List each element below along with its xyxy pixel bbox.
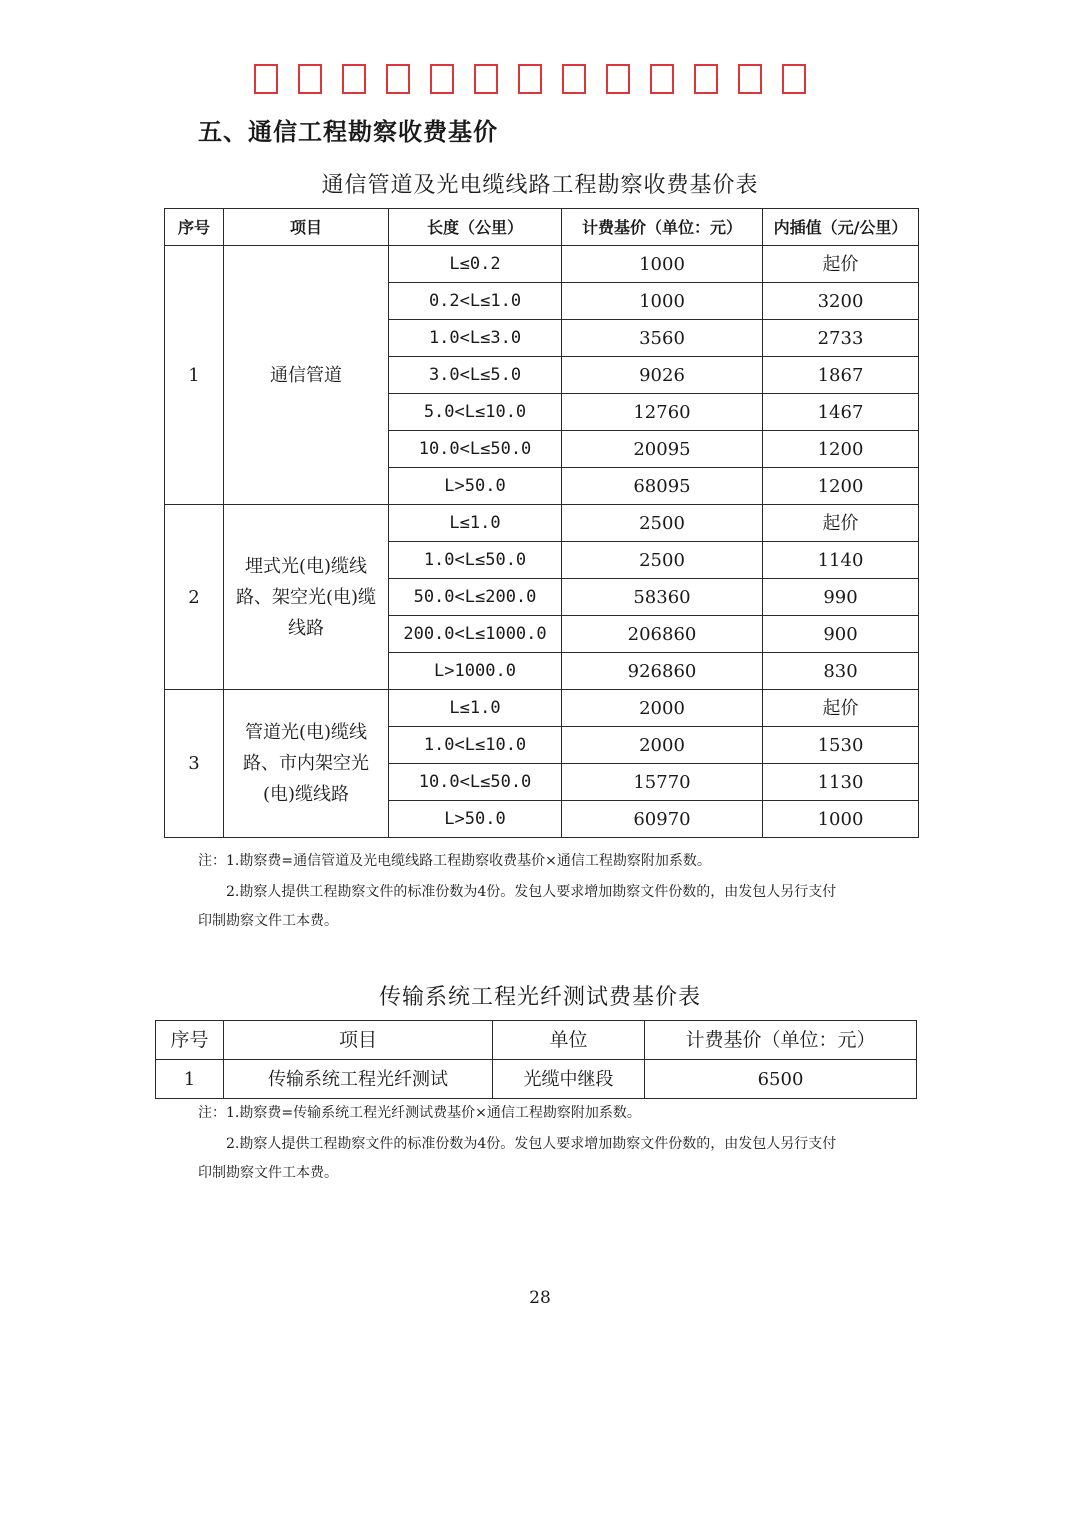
interpolation-cell: 起价 (763, 505, 919, 542)
header-cell: 项目 (224, 209, 389, 246)
header-cell: 计费基价（单位：元） (562, 209, 763, 246)
header-cell: 长度（公里） (389, 209, 562, 246)
item-cell: 传输系统工程光纤测试 (224, 1060, 493, 1099)
section-heading: 五、通信工程勘察收费基价 (198, 118, 498, 146)
table2-title: 传输系统工程光纤测试费基价表 (378, 985, 701, 1010)
table2-note-2: 2.勘察人提供工程勘察文件的标准份数为4份。发包人要求增加勘察文件份数的，由发包人另行支付 (226, 1136, 837, 1152)
interpolation-cell: 1000 (763, 801, 919, 838)
interpolation-cell: 1467 (763, 394, 919, 431)
row-number: 1 (156, 1060, 224, 1099)
red-box (518, 64, 542, 94)
interpolation-cell: 3200 (763, 283, 919, 320)
red-box (694, 64, 718, 94)
item-cell: 管道光(电)缆线路、市内架空光(电)缆线路 (224, 690, 389, 838)
interpolation-cell: 1530 (763, 727, 919, 764)
base-price-cell: 58360 (562, 579, 763, 616)
length-cell: 10.0<L≤50.0 (389, 431, 562, 468)
fiber-test-fee-table (155, 1020, 917, 1099)
header-cell: 内插值（元/公里） (763, 209, 919, 246)
row-number: 3 (165, 690, 224, 838)
red-box (386, 64, 410, 94)
table1-note-1: 注：1.勘察费=通信管道及光电缆线路工程勘察收费基价×通信工程勘察附加系数。 (198, 853, 711, 869)
base-price-cell: 12760 (562, 394, 763, 431)
interpolation-cell: 990 (763, 579, 919, 616)
length-cell: L≤1.0 (389, 690, 562, 727)
interpolation-cell: 起价 (763, 690, 919, 727)
interpolation-cell: 1200 (763, 431, 919, 468)
base-price-cell: 206860 (562, 616, 763, 653)
length-cell: 1.0<L≤10.0 (389, 727, 562, 764)
red-box (562, 64, 586, 94)
table1-title: 通信管道及光电缆线路工程勘察收费基价表 (321, 173, 759, 198)
base-price-cell: 926860 (562, 653, 763, 690)
base-price-cell: 1000 (562, 246, 763, 283)
base-price-cell: 68095 (562, 468, 763, 505)
base-price-cell: 9026 (562, 357, 763, 394)
length-cell: L>50.0 (389, 801, 562, 838)
table-row (165, 246, 919, 283)
red-box (782, 64, 806, 94)
base-price-cell: 2500 (562, 542, 763, 579)
table-header-row (156, 1021, 917, 1060)
length-cell: 0.2<L≤1.0 (389, 283, 562, 320)
base-price-cell: 2000 (562, 727, 763, 764)
interpolation-cell: 2733 (763, 320, 919, 357)
header-cell: 计费基价（单位：元） (645, 1021, 917, 1060)
length-cell: L≤0.2 (389, 246, 562, 283)
interpolation-cell: 900 (763, 616, 919, 653)
red-box (650, 64, 674, 94)
red-box (342, 64, 366, 94)
base-price-cell: 2000 (562, 690, 763, 727)
base-price-cell: 15770 (562, 764, 763, 801)
header-cell: 序号 (156, 1021, 224, 1060)
base-price-cell: 2500 (562, 505, 763, 542)
header-cell: 单位 (493, 1021, 645, 1060)
row-number: 2 (165, 505, 224, 690)
red-box (738, 64, 762, 94)
length-cell: L>50.0 (389, 468, 562, 505)
table2-note-3: 印制勘察文件工本费。 (198, 1165, 338, 1181)
interpolation-cell: 1140 (763, 542, 919, 579)
interpolation-cell: 1867 (763, 357, 919, 394)
interpolation-cell: 1130 (763, 764, 919, 801)
length-cell: 200.0<L≤1000.0 (389, 616, 562, 653)
unit-cell: 光缆中继段 (493, 1060, 645, 1099)
header-cell: 项目 (224, 1021, 493, 1060)
table2-note-1: 注：1.勘察费=传输系统工程光纤测试费基价×通信工程勘察附加系数。 (198, 1105, 641, 1121)
interpolation-cell: 1200 (763, 468, 919, 505)
base-price-cell: 1000 (562, 283, 763, 320)
base-price-cell: 20095 (562, 431, 763, 468)
red-box (254, 64, 278, 94)
length-cell: L≤1.0 (389, 505, 562, 542)
length-cell: 1.0<L≤50.0 (389, 542, 562, 579)
base-price-cell: 3560 (562, 320, 763, 357)
table1-note-3: 印制勘察文件工本费。 (198, 913, 338, 929)
survey-fee-table-body (165, 246, 919, 838)
table1-note-2: 2.勘察人提供工程勘察文件的标准份数为4份。发包人要求增加勘察文件份数的，由发包人另行支付 (226, 884, 837, 900)
header-cell: 序号 (165, 209, 224, 246)
interpolation-cell: 起价 (763, 246, 919, 283)
base-price-cell: 6500 (645, 1060, 917, 1099)
red-box (430, 64, 454, 94)
length-cell: 3.0<L≤5.0 (389, 357, 562, 394)
table-row (165, 505, 919, 542)
red-box (474, 64, 498, 94)
table-header-row (165, 209, 919, 246)
length-cell: 1.0<L≤3.0 (389, 320, 562, 357)
row-number: 1 (165, 246, 224, 505)
item-cell: 通信管道 (224, 246, 389, 505)
red-box (298, 64, 322, 94)
length-cell: 5.0<L≤10.0 (389, 394, 562, 431)
length-cell: L>1000.0 (389, 653, 562, 690)
table-row (156, 1060, 917, 1099)
base-price-cell: 60970 (562, 801, 763, 838)
interpolation-cell: 830 (763, 653, 919, 690)
page-number: 28 (529, 1288, 551, 1308)
length-cell: 50.0<L≤200.0 (389, 579, 562, 616)
header-red-boxes (254, 64, 806, 94)
item-cell: 埋式光(电)缆线路、架空光(电)缆线路 (224, 505, 389, 690)
length-cell: 10.0<L≤50.0 (389, 764, 562, 801)
table-row (165, 690, 919, 727)
survey-fee-table (164, 208, 919, 838)
red-box (606, 64, 630, 94)
